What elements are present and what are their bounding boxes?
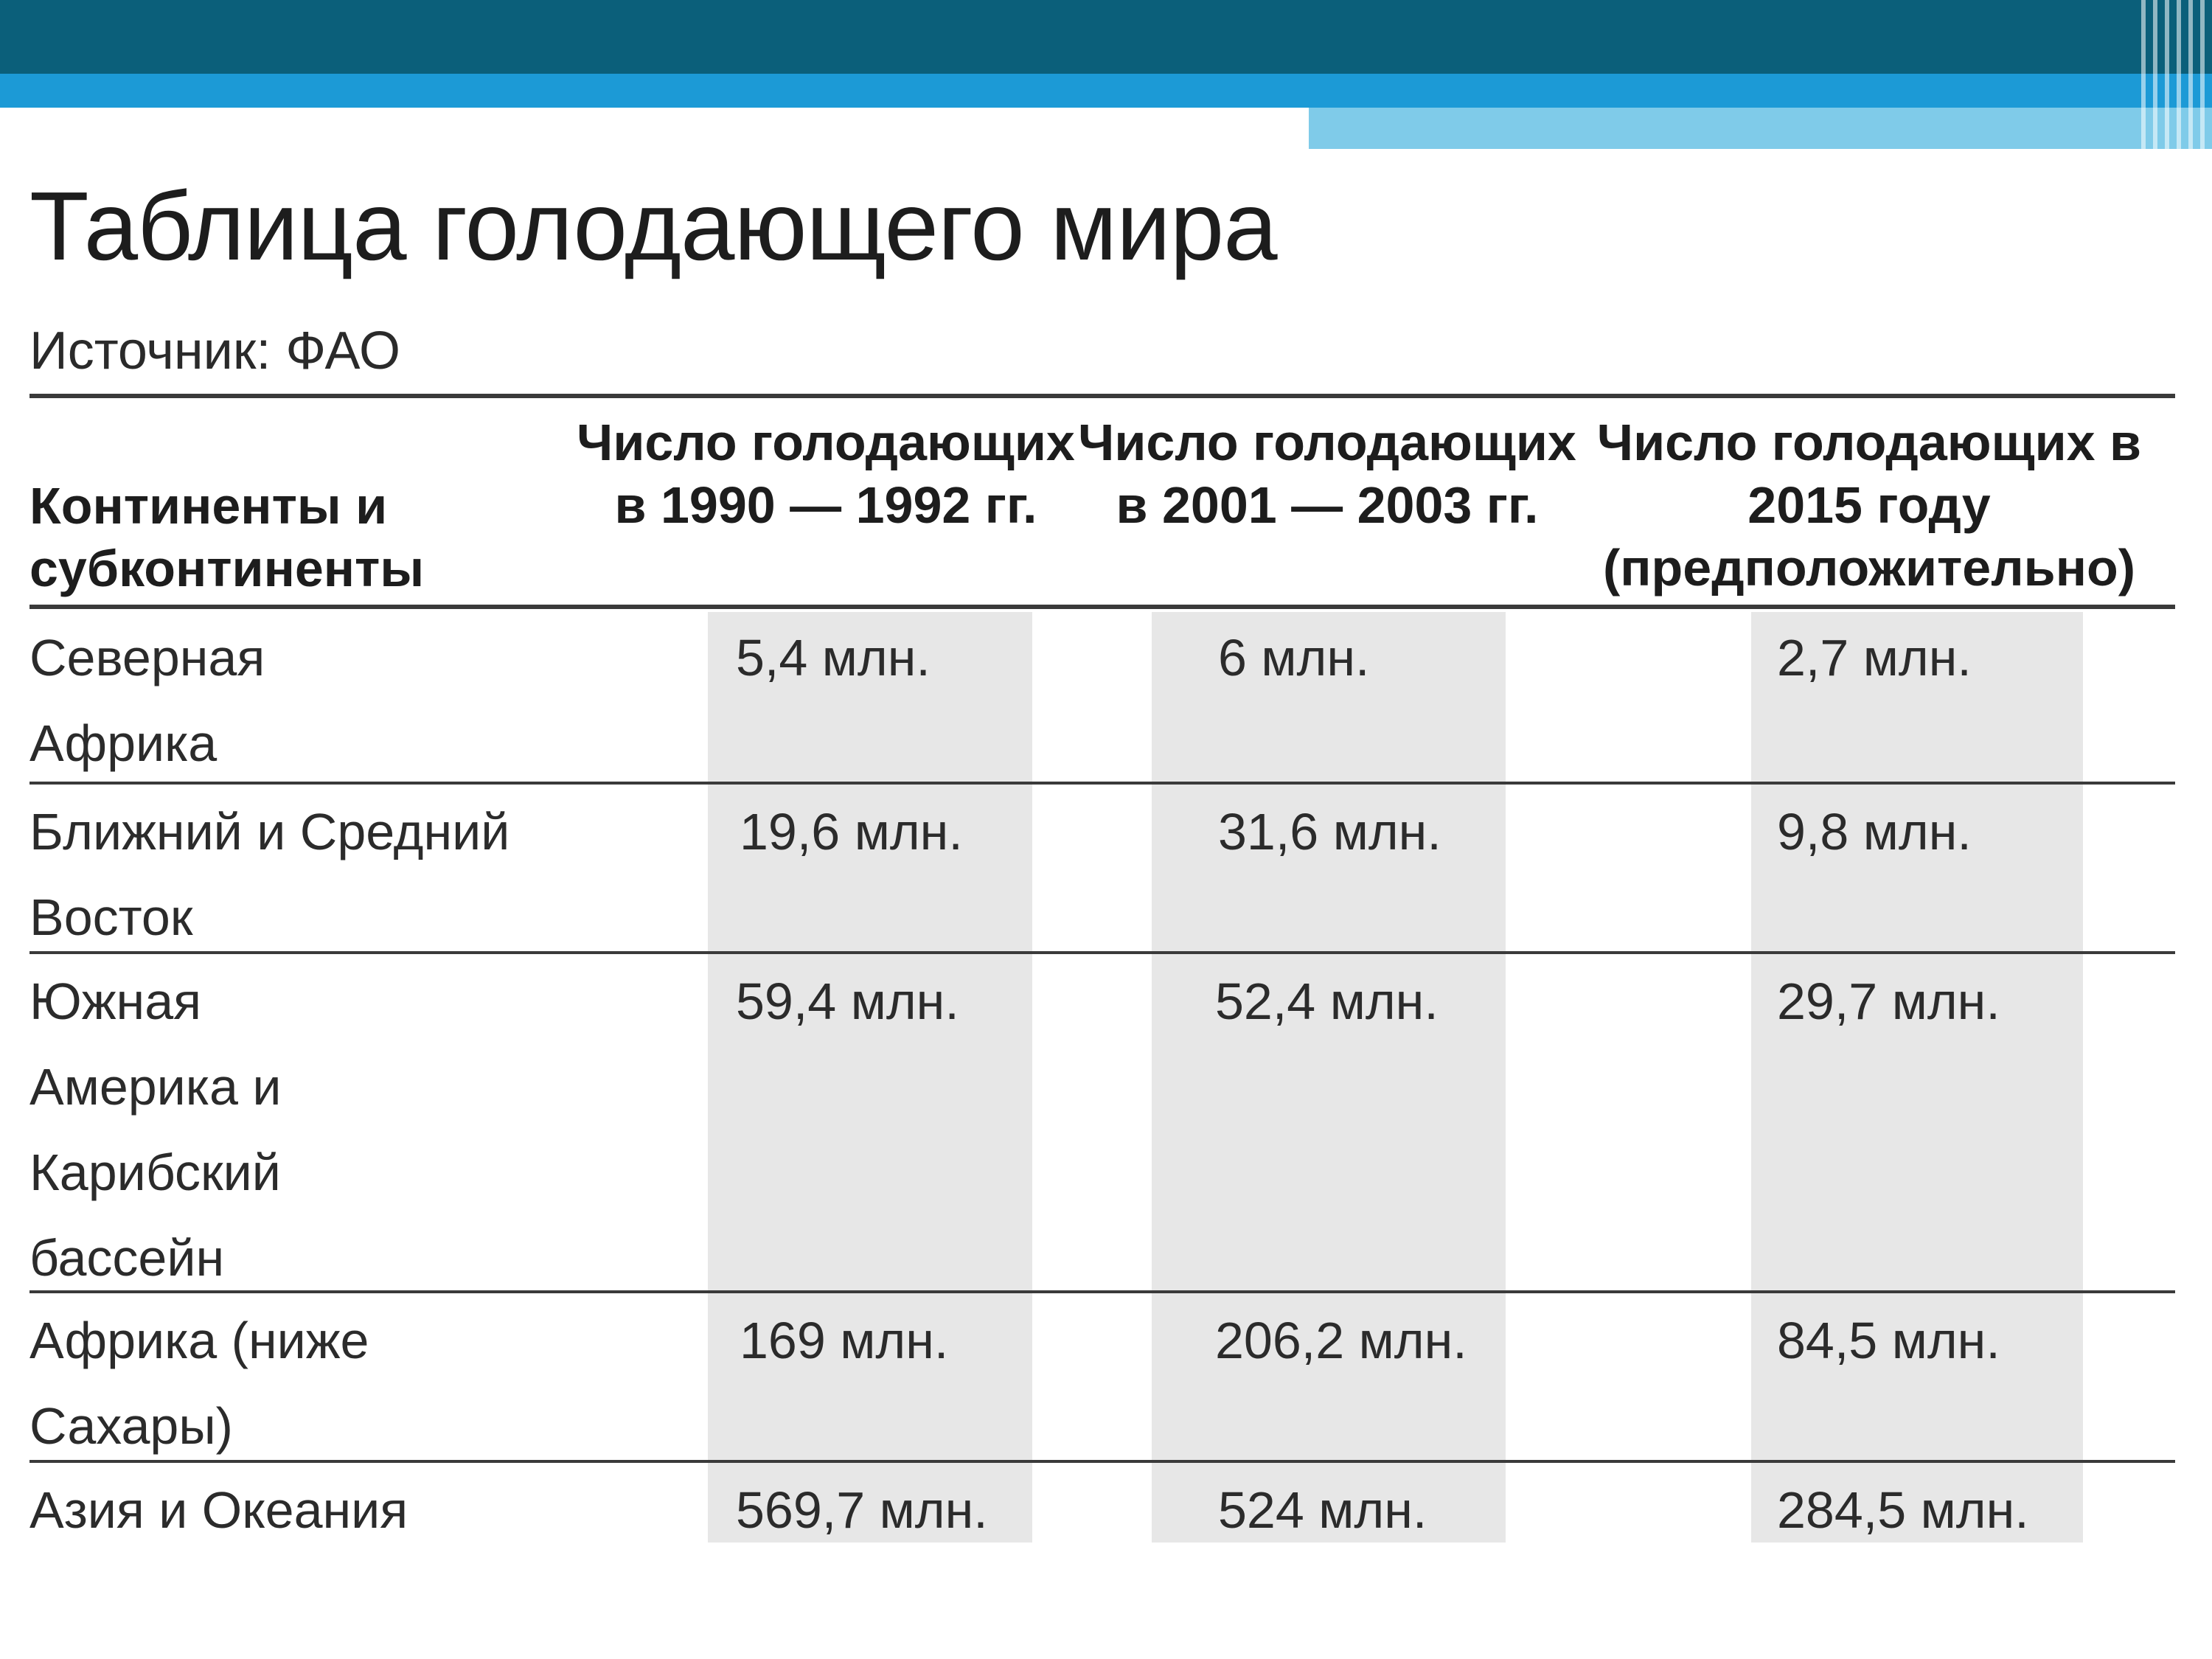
table-cell-2001: 206,2 млн. [1215, 1312, 1467, 1369]
top-accent-stripe [0, 74, 2212, 108]
table-cell-1990: 19,6 млн. [740, 803, 963, 860]
table-row-region: Северная Африка [29, 629, 265, 772]
table-cell-1990: 59,4 млн. [736, 973, 959, 1030]
column-shade-2001 [1152, 612, 1506, 1543]
table-top-rule [29, 394, 2175, 398]
corner-decoration [2141, 0, 2212, 149]
header-1990-1992: Число голодающих в 1990 — 1992 гг. [577, 414, 1075, 534]
table-row-region: Азия и Океания [29, 1481, 408, 1539]
table-cell-1990: 5,4 млн. [736, 629, 931, 686]
hunger-table [29, 394, 2175, 1544]
header-region: Континенты и субконтиненты [29, 477, 425, 597]
row-divider [29, 782, 2175, 785]
table-cell-2015: 84,5 млн. [1777, 1312, 2000, 1369]
header-2001-2003: Число голодающих в 2001 — 2003 гг. [1078, 414, 1576, 534]
table-row-region: Южная Америка и Карибский бассейн [29, 973, 282, 1287]
table-cell-2015: 284,5 млн. [1777, 1481, 2029, 1539]
page-title: Таблица голодающего мира [29, 172, 1277, 280]
column-shade-2015 [1751, 612, 2083, 1543]
column-shade-1990 [708, 612, 1032, 1543]
top-light-stripe [1309, 108, 2212, 149]
table-row-region: Ближний и Средний Восток [29, 803, 510, 946]
header-2015: Число голодающих в 2015 году (предположительно) [1596, 414, 2142, 597]
table-row-region: Африка (ниже Сахары) [29, 1312, 369, 1455]
table-cell-2015: 29,7 млн. [1777, 973, 2000, 1030]
table-cell-2001: 31,6 млн. [1218, 803, 1441, 860]
table-cell-2001: 6 млн. [1218, 629, 1370, 686]
table-cell-2001: 52,4 млн. [1215, 973, 1439, 1030]
table-cell-1990: 569,7 млн. [736, 1481, 988, 1539]
table-cell-2015: 2,7 млн. [1777, 629, 1972, 686]
table-cell-2001: 524 млн. [1218, 1481, 1427, 1539]
header-bottom-rule [29, 605, 2175, 609]
table-cell-2015: 9,8 млн. [1777, 803, 1972, 860]
source-caption: Источник: ФАО [29, 321, 400, 380]
top-banner [0, 0, 2212, 74]
table-cell-1990: 169 млн. [740, 1312, 949, 1369]
